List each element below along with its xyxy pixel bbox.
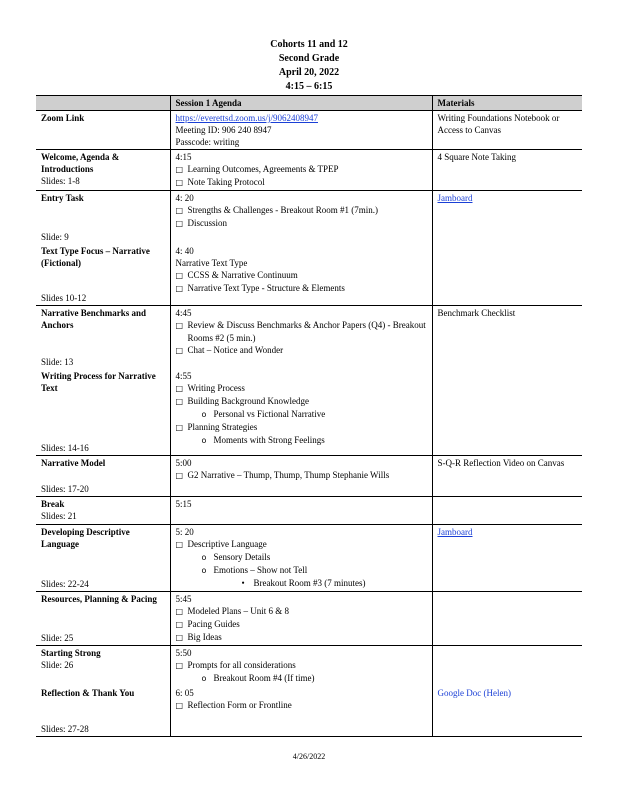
circle-bullet-icon: o <box>201 553 207 562</box>
topic-label: Developing Descriptive Language <box>41 527 130 549</box>
agenda-item: Note Taking Protocol <box>187 177 265 187</box>
square-bullet-icon: □ <box>175 422 184 432</box>
agenda-subitem: Personal vs Fictional Narrative <box>213 408 326 419</box>
agenda-subitem: Breakout Room #3 (7 minutes) <box>253 578 366 588</box>
agenda-subitem: Sensory Details <box>213 552 271 562</box>
agenda-item: Modeled Plans – Unit 6 & 8 <box>187 606 289 616</box>
passcode: Passcode: writing <box>175 137 240 147</box>
agenda-item: Reflection Form or Frontline <box>187 700 292 710</box>
time-label: 4: 40 <box>175 245 194 256</box>
meeting-id: Meeting ID: 906 240 8947 <box>175 125 272 135</box>
table-row <box>36 686 582 736</box>
topic-label: Welcome, Agenda & Introductions <box>41 152 120 174</box>
table-row <box>36 369 582 456</box>
agenda-item: Planning Strategies <box>187 421 258 432</box>
square-bullet-icon: □ <box>175 701 184 710</box>
materials-text: Writing Foundations Notebook or Access to Canvas <box>437 113 560 135</box>
table-row <box>36 497 582 525</box>
agenda-item: Review & Discuss Benchmarks & Anchor Papers (Q4) - Breakout Rooms #2 (5 min.) <box>187 320 426 343</box>
table-row <box>36 456 582 497</box>
topic-label: Writing Process for Narrative Text <box>41 370 156 393</box>
table-row <box>36 244 582 306</box>
topic-label: Narrative Model <box>41 458 106 468</box>
doc-title-time: 4:15 – 6:15 <box>285 81 333 92</box>
time-label: 4: 20 <box>175 193 194 203</box>
agenda-item: Descriptive Language <box>187 539 267 549</box>
materials-text: Google Doc (Helen) <box>437 688 511 698</box>
time-label: 5:15 <box>175 499 192 509</box>
agenda-item: Strengths & Challenges - Breakout Room #1 (7min.) <box>187 205 378 215</box>
time-label: 4:45 <box>175 308 192 318</box>
square-bullet-icon: □ <box>175 165 184 174</box>
time-label: 5:50 <box>175 648 192 658</box>
agenda-line: Narrative Text Type <box>175 257 248 268</box>
dot-bullet-icon: • <box>241 578 245 588</box>
table-row <box>36 525 582 592</box>
square-bullet-icon: □ <box>175 620 184 629</box>
time-label: 5: 20 <box>175 527 194 537</box>
circle-bullet-icon: o <box>201 566 207 575</box>
doc-title-cohorts: Cohorts 11 and 12 <box>270 39 348 50</box>
topic-label: Narrative Benchmarks and Anchors <box>41 308 146 330</box>
time-label: 5:00 <box>175 458 192 468</box>
time-label: 4:15 <box>175 152 192 162</box>
agenda-item: CCSS & Narrative Continuum <box>187 269 298 280</box>
time-label: 5:45 <box>175 594 192 604</box>
agenda-item: Prompts for all considerations <box>187 660 296 670</box>
agenda-item: Learning Outcomes, Agreements & TPEP <box>187 164 339 174</box>
square-bullet-icon: □ <box>175 206 184 215</box>
agenda-item: Pacing Guides <box>187 619 240 629</box>
zoom-link[interactable]: https://everettsd.zoom.us/j/9062408947 <box>175 113 318 123</box>
materials-text: S-Q-R Reflection Video on Canvas <box>437 458 565 468</box>
doc-title-date: April 20, 2022 <box>278 67 340 78</box>
agenda-item: Building Background Knowledge <box>187 395 309 406</box>
slide-range: Slides 10-12 <box>41 293 87 303</box>
topic-label: Reflection & Thank You <box>41 688 135 698</box>
doc-title-grade: Second Grade <box>278 53 340 64</box>
agenda-item: Big Ideas <box>187 632 222 642</box>
table-row <box>36 646 582 687</box>
circle-bullet-icon: o <box>201 409 207 419</box>
slide-range: Slides: 21 <box>41 511 77 521</box>
footer-date: 4/26/2022 <box>292 752 326 761</box>
topic-label: Entry Task <box>41 193 84 203</box>
table-row <box>36 306 582 369</box>
agenda-item: Writing Process <box>187 382 245 393</box>
agenda-subitem: Moments with Strong Feelings <box>213 434 325 445</box>
topic-label: Break <box>41 499 65 509</box>
materials-text: Benchmark Checklist <box>437 308 516 318</box>
topic-label: Text Type Focus – Narrative (Fictional) <box>41 245 150 268</box>
square-bullet-icon: □ <box>175 396 184 406</box>
table-row <box>36 111 582 150</box>
slide-range: Slide: 13 <box>41 356 74 367</box>
slide-range: Slide: 25 <box>41 633 74 643</box>
square-bullet-icon: □ <box>175 471 184 480</box>
slide-range: Slides: 22-24 <box>41 579 89 589</box>
jamboard-link[interactable]: Jamboard <box>437 193 473 203</box>
square-bullet-icon: □ <box>175 178 184 187</box>
square-bullet-icon: □ <box>175 633 184 642</box>
agenda-item: Chat – Notice and Wonder <box>187 345 284 355</box>
table-row <box>36 592 582 646</box>
materials-text: 4 Square Note Taking <box>437 152 516 162</box>
agenda-subitem: Emotions – Show not Tell <box>213 565 308 575</box>
time-label: 6: 05 <box>175 688 194 698</box>
table-row <box>36 150 582 191</box>
agenda-item: Discussion <box>187 218 228 228</box>
square-bullet-icon: □ <box>175 270 184 280</box>
agenda-item: G2 Narrative – Thump, Thump, Thump Stephanie Wills <box>187 470 390 480</box>
circle-bullet-icon: o <box>201 674 207 683</box>
agenda-table <box>36 95 582 737</box>
table-row <box>36 191 582 244</box>
square-bullet-icon: □ <box>175 607 184 616</box>
agenda-item: Narrative Text Type - Structure & Elements <box>187 282 345 293</box>
slide-range: Slides: 17-20 <box>41 484 89 494</box>
square-bullet-icon: □ <box>175 383 184 393</box>
circle-bullet-icon: o <box>201 435 207 445</box>
square-bullet-icon: □ <box>175 219 184 228</box>
header-blank <box>36 96 170 111</box>
square-bullet-icon: □ <box>175 321 184 330</box>
square-bullet-icon: □ <box>175 661 184 670</box>
table-header-row <box>36 96 582 111</box>
slide-range: Slides: 27-28 <box>41 723 89 734</box>
header-materials: Materials <box>432 96 582 111</box>
topic-label: Starting Strong <box>41 648 101 658</box>
slide-range: Slide: 26 <box>41 660 74 670</box>
topic-label: Zoom Link <box>41 113 85 123</box>
slide-range: Slides: 14-16 <box>41 443 89 453</box>
square-bullet-icon: □ <box>175 346 184 355</box>
header-agenda: Session 1 Agenda <box>170 96 432 111</box>
slide-range: Slide: 9 <box>41 231 69 242</box>
square-bullet-icon: □ <box>175 540 184 549</box>
jamboard-link[interactable]: Jamboard <box>437 527 473 537</box>
square-bullet-icon: □ <box>175 283 184 293</box>
agenda-subitem: Breakout Room #4 (If time) <box>213 673 315 683</box>
slide-range: Slides: 1-8 <box>41 176 80 186</box>
topic-label: Resources, Planning & Pacing <box>41 594 157 604</box>
time-label: 4:55 <box>175 370 192 381</box>
